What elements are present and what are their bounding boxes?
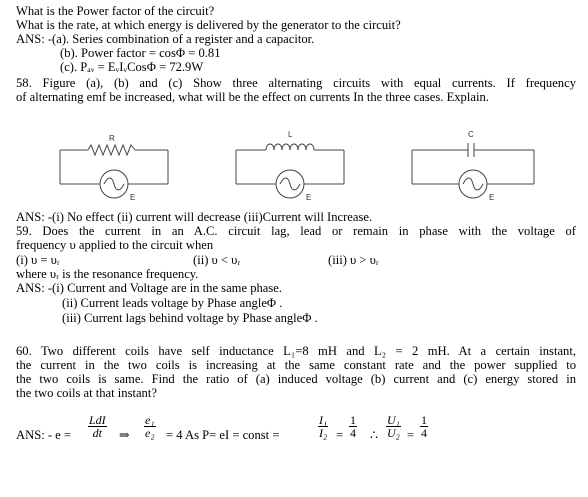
answer-c: (c). Pₐᵥ = EᵥIᵥCosΦ = 72.9W xyxy=(60,60,204,74)
eq-fraction-one-quarter-1 xyxy=(349,414,357,439)
eq-f2-num: e₁ xyxy=(145,413,155,427)
circuit-b-source-label: E xyxy=(306,193,312,202)
question-59-line-2: frequency υ applied to the circuit when xyxy=(16,238,214,252)
eq-equals-2: = xyxy=(407,428,415,442)
eq-fraction-i1-i2 xyxy=(318,414,328,439)
eq-f3-num: I₁ xyxy=(319,413,328,427)
eq-f3-den: I₂ xyxy=(319,426,328,440)
eq-prefix: ANS: - e = xyxy=(16,428,72,442)
question-power-factor: What is the Power factor of the circuit? xyxy=(16,4,215,18)
answer-59-ii: (ii) Current leads voltage by Phase angleΦ . xyxy=(62,296,283,310)
question-59-option-3: (iii) υ > υᵣ xyxy=(328,253,379,267)
answer-a: ANS: -(a). Series combination of a register and a capacitor. xyxy=(16,32,315,46)
circuit-a-resistor xyxy=(46,124,182,204)
question-energy-rate: What is the rate, at which energy is delivered by the generator to the circuit? xyxy=(16,18,401,32)
eq-fraction-e1-e2 xyxy=(144,414,156,439)
question-59-where: where υᵣ is the resonance frequency. xyxy=(16,267,199,281)
eq-f1-den: dt xyxy=(92,426,102,440)
eq-fraction-u1-u2 xyxy=(386,414,401,439)
answer-58: ANS: -(i) No effect (ii) current will decrease (iii)Current will Increase. xyxy=(16,210,373,224)
eq-f5-num: U₁ xyxy=(387,413,400,427)
eq-therefore: ∴ xyxy=(370,428,379,442)
question-59-option-2: (ii) υ < υᵣ xyxy=(193,253,241,267)
eq-f6-den: 4 xyxy=(421,426,427,440)
circuit-a-source-label: E xyxy=(130,193,136,202)
answer-59-i: ANS: -(i) Current and Voltage are in the same phase. xyxy=(16,281,283,295)
question-60-line-3: the two coils is same. Find the ratio of (a) induced voltage (b) current and (c) energy stored in xyxy=(16,372,576,386)
eq-fraction-ldi-dt xyxy=(88,414,107,439)
question-58-line-2: of alternating emf be increased, what will be the effect on currents In the three cases. Explain. xyxy=(16,90,489,104)
eq-f2-den: e₂ xyxy=(145,426,155,440)
eq-equals-1: = xyxy=(336,428,344,442)
eq-f5-den: U₂ xyxy=(387,426,400,440)
circuit-b-label: L xyxy=(288,130,293,139)
question-60-line-4: the two coils at that instant? xyxy=(16,386,157,400)
question-60-line-1: 60. Two different coils have self inductance L₁=8 mH and L₂ = 2 mH. At a certain instant, xyxy=(16,344,576,358)
eq-f4-den: 4 xyxy=(350,426,356,440)
eq-arrow: ⇒ xyxy=(119,428,130,442)
circuit-a-label: R xyxy=(109,134,115,143)
answer-59-iii: (iii) Current lags behind voltage by Phase angleΦ . xyxy=(62,311,318,325)
eq-f1-num: LdI xyxy=(89,413,106,427)
eq-f4-num: 1 xyxy=(350,413,356,427)
answer-b: (b). Power factor = cosΦ = 0.81 xyxy=(60,46,221,60)
question-59-line-1: 59. Does the current in an A.C. circuit lag, lead or remain in phase with the voltage of xyxy=(16,224,576,238)
circuit-b-inductor xyxy=(222,124,358,204)
eq-fraction-one-quarter-2 xyxy=(420,414,428,439)
eq-f6-num: 1 xyxy=(421,413,427,427)
question-58-line-1: 58. Figure (a), (b) and (c) Show three alternating circuits with equal currents. If frequency xyxy=(16,76,576,90)
question-60-line-2: the current in the two coils is increasing at the same constant rate and the power supplied to xyxy=(16,358,576,372)
circuit-c-capacitor xyxy=(398,124,548,204)
circuit-c-label: C xyxy=(468,130,474,139)
question-59-option-1: (i) υ = υᵣ xyxy=(16,253,60,267)
eq-middle: = 4 As P= eI = const = xyxy=(166,428,280,442)
circuit-c-source-label: E xyxy=(489,193,495,202)
